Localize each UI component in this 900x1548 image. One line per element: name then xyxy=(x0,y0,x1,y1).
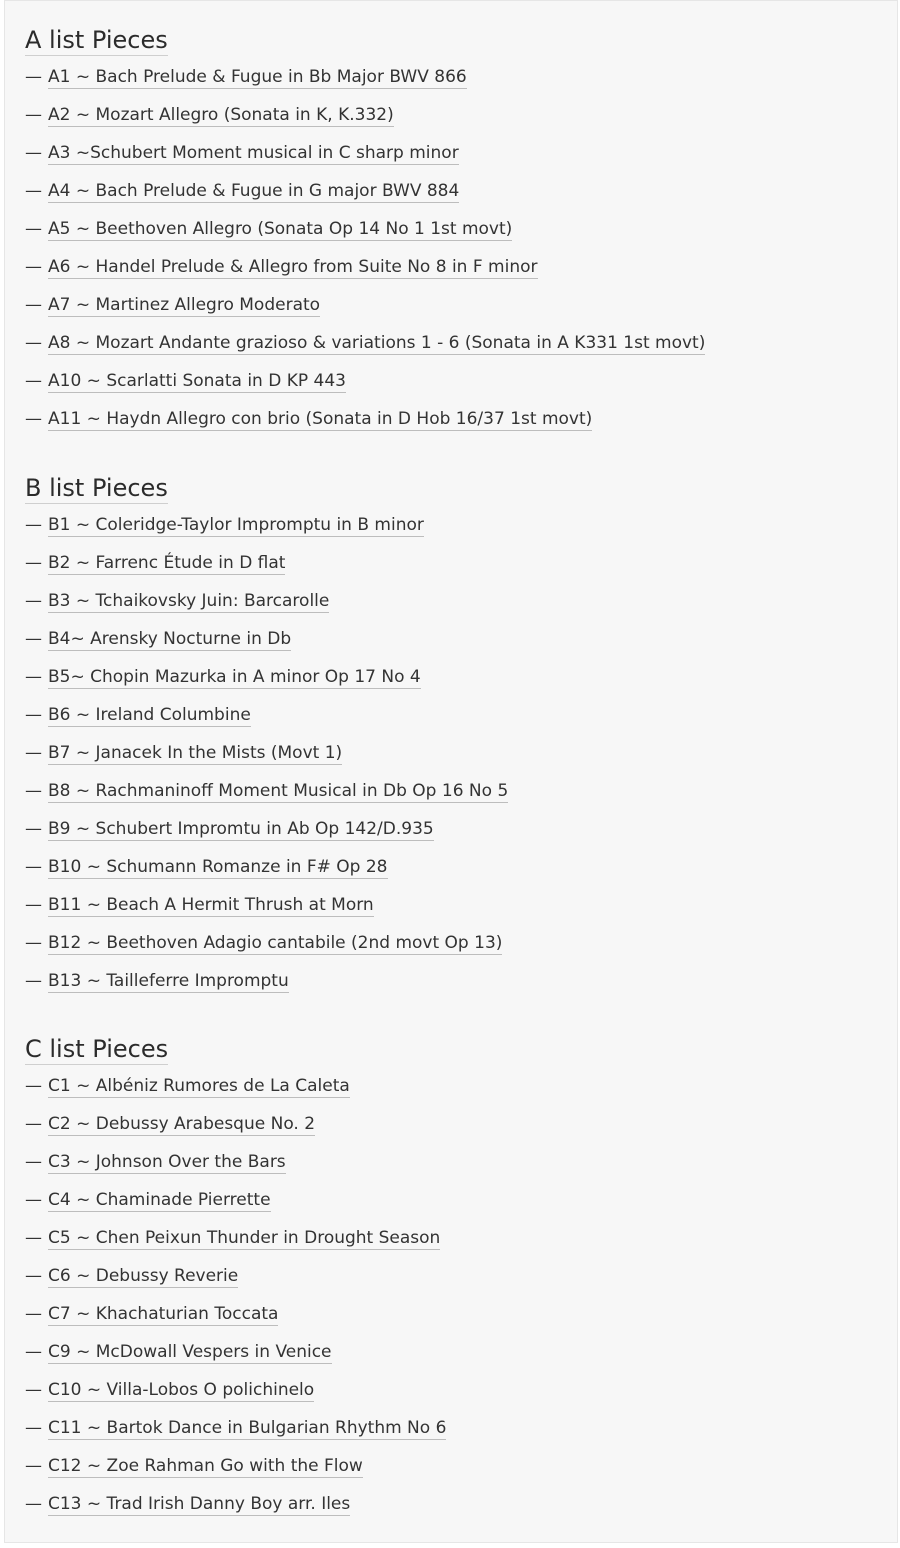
dash-marker: — xyxy=(25,1152,42,1172)
piece-link-a2[interactable]: A2 ~ Mozart Allegro (Sonata in K, K.332) xyxy=(48,105,394,125)
dash-marker: — xyxy=(25,105,42,125)
dash-marker: — xyxy=(25,181,42,201)
dash-marker: — xyxy=(25,515,42,535)
dash-marker: — xyxy=(25,257,42,277)
list-item xyxy=(25,256,705,294)
list-item xyxy=(25,332,705,370)
dash-marker: — xyxy=(25,67,42,87)
piece-link-c1[interactable]: C1 ~ Albéniz Rumores de La Caleta xyxy=(48,1076,350,1096)
list-item xyxy=(25,218,705,256)
piece-link-c9[interactable]: C9 ~ McDowall Vespers in Venice xyxy=(48,1342,332,1362)
piece-link-b11[interactable]: B11 ~ Beach A Hermit Thrush at Morn xyxy=(48,895,374,915)
dash-marker: — xyxy=(25,1228,42,1248)
piece-link-c11[interactable]: C11 ~ Bartok Dance in Bulgarian Rhythm No 6 xyxy=(48,1418,447,1438)
dash-marker: — xyxy=(25,409,42,429)
piece-link-c2[interactable]: C2 ~ Debussy Arabesque No. 2 xyxy=(48,1114,316,1134)
dash-marker: — xyxy=(25,1456,42,1476)
piece-link-b9[interactable]: B9 ~ Schubert Impromtu in Ab Op 142/D.935 xyxy=(48,819,434,839)
b-list-heading: B list Pieces xyxy=(25,474,168,502)
list-item xyxy=(25,180,705,218)
list-item xyxy=(25,1379,446,1417)
piece-link-b4[interactable]: B4~ Arensky Nocturne in Db xyxy=(48,629,292,649)
piece-link-c4[interactable]: C4 ~ Chaminade Pierrette xyxy=(48,1190,271,1210)
piece-link-a4[interactable]: A4 ~ Bach Prelude & Fugue in G major BWV 884 xyxy=(48,181,460,201)
piece-link-b12[interactable]: B12 ~ Beethoven Adagio cantabile (2nd movt Op 13) xyxy=(48,933,503,953)
list-item xyxy=(25,1265,446,1303)
b-list-section xyxy=(25,472,508,1008)
piece-link-b13[interactable]: B13 ~ Tailleferre Impromptu xyxy=(48,971,289,991)
list-item xyxy=(25,408,705,446)
list-item xyxy=(25,1189,446,1227)
c-list-section xyxy=(25,1033,446,1531)
list-item xyxy=(25,894,508,932)
list-item xyxy=(25,1151,446,1189)
piece-link-a7[interactable]: A7 ~ Martinez Allegro Moderato xyxy=(48,295,321,315)
piece-link-b1[interactable]: B1 ~ Coleridge-Taylor Impromptu in B minor xyxy=(48,515,424,535)
list-item xyxy=(25,1493,446,1531)
dash-marker: — xyxy=(25,933,42,953)
list-item xyxy=(25,1303,446,1341)
list-item xyxy=(25,142,705,180)
list-item xyxy=(25,932,508,970)
piece-link-c13[interactable]: C13 ~ Trad Irish Danny Boy arr. Iles xyxy=(48,1494,351,1514)
list-item xyxy=(25,628,508,666)
dash-marker: — xyxy=(25,1418,42,1438)
piece-link-a1[interactable]: A1 ~ Bach Prelude & Fugue in Bb Major BWV 866 xyxy=(48,67,467,87)
dash-marker: — xyxy=(25,591,42,611)
piece-link-c12[interactable]: C12 ~ Zoe Rahman Go with the Flow xyxy=(48,1456,363,1476)
dash-marker: — xyxy=(25,553,42,573)
pieces-panel xyxy=(4,0,898,1543)
c-list-items xyxy=(25,1075,446,1531)
piece-link-b6[interactable]: B6 ~ Ireland Columbine xyxy=(48,705,251,725)
dash-marker: — xyxy=(25,1494,42,1514)
dash-marker: — xyxy=(25,781,42,801)
dash-marker: — xyxy=(25,743,42,763)
piece-link-a5[interactable]: A5 ~ Beethoven Allegro (Sonata Op 14 No 1 1st movt) xyxy=(48,219,513,239)
piece-link-c5[interactable]: C5 ~ Chen Peixun Thunder in Drought Season xyxy=(48,1228,441,1248)
list-item xyxy=(25,294,705,332)
list-item xyxy=(25,666,508,704)
piece-link-b2[interactable]: B2 ~ Farrenc Étude in D flat xyxy=(48,553,286,573)
dash-marker: — xyxy=(25,1380,42,1400)
list-item xyxy=(25,590,508,628)
a-list-items xyxy=(25,66,705,446)
dash-marker: — xyxy=(25,371,42,391)
piece-link-c6[interactable]: C6 ~ Debussy Reverie xyxy=(48,1266,239,1286)
list-item xyxy=(25,1455,446,1493)
dash-marker: — xyxy=(25,819,42,839)
dash-marker: — xyxy=(25,857,42,877)
list-item xyxy=(25,552,508,590)
c-list-heading: C list Pieces xyxy=(25,1035,169,1063)
dash-marker: — xyxy=(25,1076,42,1096)
list-item xyxy=(25,370,705,408)
list-item xyxy=(25,1113,446,1151)
dash-marker: — xyxy=(25,1304,42,1324)
piece-link-a6[interactable]: A6 ~ Handel Prelude & Allegro from Suite No 8 in F minor xyxy=(48,257,538,277)
piece-link-a10[interactable]: A10 ~ Scarlatti Sonata in D KP 443 xyxy=(48,371,346,391)
dash-marker: — xyxy=(25,1342,42,1362)
dash-marker: — xyxy=(25,971,42,991)
dash-marker: — xyxy=(25,295,42,315)
dash-marker: — xyxy=(25,895,42,915)
piece-link-b8[interactable]: B8 ~ Rachmaninoff Moment Musical in Db Op 16 No 5 xyxy=(48,781,509,801)
piece-link-a11[interactable]: A11 ~ Haydn Allegro con brio (Sonata in D Hob 16/37 1st movt) xyxy=(48,409,593,429)
list-item xyxy=(25,514,508,552)
list-item xyxy=(25,66,705,104)
piece-link-b7[interactable]: B7 ~ Janacek In the Mists (Movt 1) xyxy=(48,743,343,763)
list-item xyxy=(25,818,508,856)
dash-marker: — xyxy=(25,1190,42,1210)
dash-marker: — xyxy=(25,705,42,725)
list-item xyxy=(25,1417,446,1455)
piece-link-c3[interactable]: C3 ~ Johnson Over the Bars xyxy=(48,1152,286,1172)
piece-link-c10[interactable]: C10 ~ Villa-Lobos O polichinelo xyxy=(48,1380,315,1400)
list-item xyxy=(25,1075,446,1113)
list-item xyxy=(25,1341,446,1379)
list-item xyxy=(25,1227,446,1265)
dash-marker: — xyxy=(25,333,42,353)
list-item xyxy=(25,856,508,894)
b-list-items xyxy=(25,514,508,1008)
dash-marker: — xyxy=(25,219,42,239)
piece-link-b5[interactable]: B5~ Chopin Mazurka in A minor Op 17 No 4 xyxy=(48,667,421,687)
dash-marker: — xyxy=(25,1266,42,1286)
list-item xyxy=(25,780,508,818)
dash-marker: — xyxy=(25,629,42,649)
a-list-section xyxy=(25,24,705,446)
piece-link-c7[interactable]: C7 ~ Khachaturian Toccata xyxy=(48,1304,279,1324)
a-list-heading: A list Pieces xyxy=(25,26,168,54)
piece-link-b3[interactable]: B3 ~ Tchaikovsky Juin: Barcarolle xyxy=(48,591,330,611)
dash-marker: — xyxy=(25,143,42,163)
list-item xyxy=(25,104,705,142)
piece-link-b10[interactable]: B10 ~ Schumann Romanze in F# Op 28 xyxy=(48,857,388,877)
list-item xyxy=(25,704,508,742)
piece-link-a3[interactable]: A3 ~Schubert Moment musical in C sharp minor xyxy=(48,143,459,163)
dash-marker: — xyxy=(25,1114,42,1134)
piece-link-a8[interactable]: A8 ~ Mozart Andante grazioso & variations 1 - 6 (Sonata in A K331 1st movt) xyxy=(48,333,706,353)
dash-marker: — xyxy=(25,667,42,687)
list-item xyxy=(25,742,508,780)
list-item xyxy=(25,970,508,1008)
